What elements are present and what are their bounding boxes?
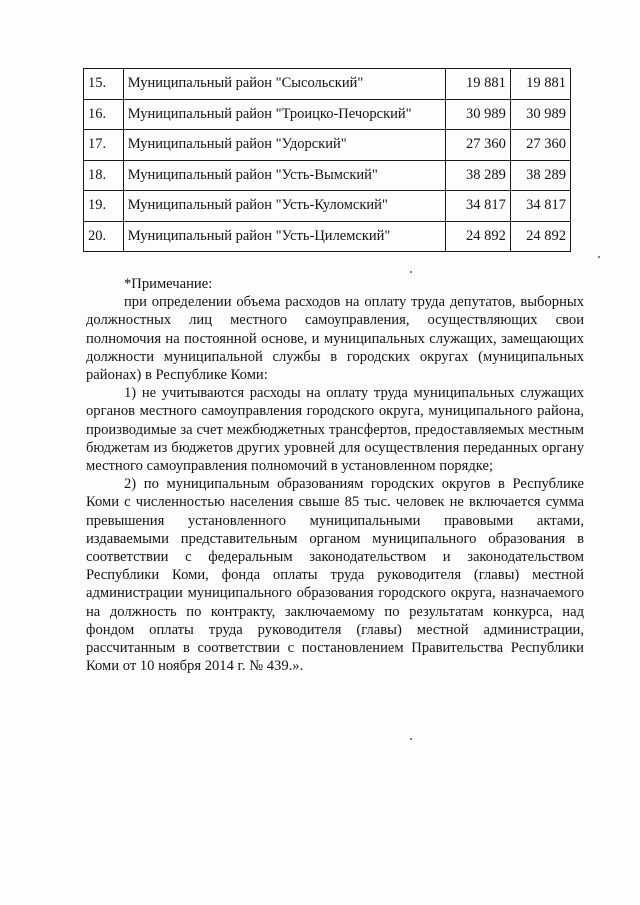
table-row [84, 99, 571, 130]
amount-value: 38 289 [445, 160, 510, 191]
district-name: Муниципальный район "Сысольский" [123, 69, 445, 100]
table-row [84, 130, 571, 161]
district-name: Муниципальный район "Усть-Вымский" [123, 160, 445, 191]
amount-value: 30 989 [510, 99, 570, 130]
amount-value: 27 360 [445, 130, 510, 161]
amount-value: 30 989 [445, 99, 510, 130]
amount-value: 24 892 [510, 221, 570, 252]
table-row [84, 191, 571, 222]
table-row [84, 221, 571, 252]
district-budget-table [83, 68, 571, 252]
amount-value: 27 360 [510, 130, 570, 161]
row-number: 20. [84, 221, 124, 252]
footnote-title: *Примечание: [124, 276, 213, 292]
amount-value: 24 892 [445, 221, 510, 252]
row-number: 18. [84, 160, 124, 191]
scan-speck [410, 738, 412, 740]
district-name: Муниципальный район "Удорский" [123, 130, 445, 161]
row-number: 19. [84, 191, 124, 222]
amount-value: 19 881 [510, 69, 570, 100]
district-name: Муниципальный район "Троицко-Печорский" [123, 99, 445, 130]
table-row [84, 69, 571, 100]
amount-value: 38 289 [510, 160, 570, 191]
amount-value: 34 817 [510, 191, 570, 222]
amount-value: 19 881 [445, 69, 510, 100]
table-row [84, 160, 571, 191]
row-number: 15. [84, 69, 124, 100]
scan-speck [410, 271, 412, 273]
footnote-section [86, 275, 584, 675]
row-number: 16. [84, 99, 124, 130]
footnote-item-2: 2) по муниципальным образованиям городских округов в Республике Коми с численностью населения свыше 85 тыс. человек не включается сумма превышения установленного муниципальными правовыми актами, издаваемыми представительным органом муниципального образования в соответствии с федеральным законодательством и законодательством Республики Коми, фонда оплаты труда руководителя (главы) местной администрации муниципального образования городского округа, назначаемого на должность по контракту, заключаемому по результатам конкурса, над фондом оплаты труда руководителя (главы) местной администрации, рассчитанным в соответствии с постановлением Правительства Республики Коми от 10 ноября 2014 г. № 439.». [86, 476, 584, 675]
footnote-item-1: 1) не учитываются расходы на оплату труда муниципальных служащих органов местного самоуправления городского округа, муниципального района, производимые за счет межбюджетных трансфертов, предоставляемых местным бюджетам из бюджетов других уровней для осуществления переданных органу местного самоуправления полномочий в установленном порядке; [86, 385, 584, 475]
footnote-intro-paragraph: при определении объема расходов на оплату труда депутатов, выборных должностных лиц местного самоуправления, осуществляющих свои полномочия на постоянной основе, и муниципальных служащих, замещающих должности муниципальной службы в городских округах (муниципальных районах) в Республике Коми: [86, 294, 584, 384]
district-name: Муниципальный район "Усть-Цилемский" [123, 221, 445, 252]
scan-speck [598, 256, 600, 258]
row-number: 17. [84, 130, 124, 161]
amount-value: 34 817 [445, 191, 510, 222]
district-name: Муниципальный район "Усть-Куломский" [123, 191, 445, 222]
